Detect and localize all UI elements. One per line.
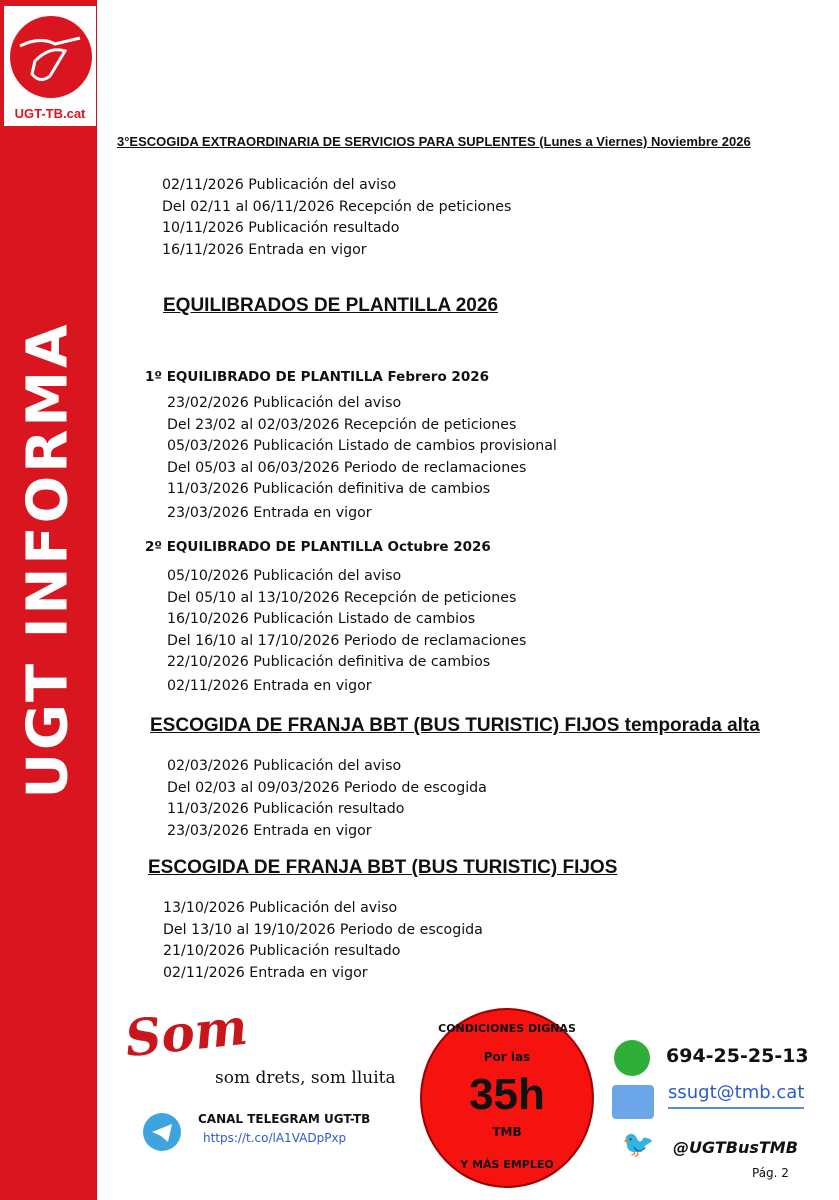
list-item: 02/03/2026 Publicación del aviso [167, 758, 402, 774]
list-item: 10/11/2026 Publicación resultado [162, 220, 400, 236]
list-item: Del 13/10 al 19/10/2026 Periodo de escogida [163, 921, 483, 938]
list-item: 16/11/2026 Entrada en vigor [162, 241, 367, 258]
list-item: 13/10/2026 Publicación del aviso [163, 900, 398, 916]
list-item: 05/10/2026 Publicación del aviso [167, 568, 402, 584]
som-logo: Som [122, 996, 251, 1069]
ugt-logo [3, 5, 97, 127]
list-item: Del 16/10 al 17/10/2026 Periodo de reclamaciones [167, 632, 527, 649]
whatsapp-icon [614, 1040, 650, 1076]
badge-tmb: TMB [492, 1125, 522, 1139]
section3-list [167, 756, 487, 842]
list-item: 02/11/2026 Entrada en vigor [163, 964, 368, 981]
telegram-label: CANAL TELEGRAM UGT-TB [198, 1112, 371, 1126]
list-item: 05/03/2026 Publicación Listado de cambios provisional [167, 438, 557, 454]
list-item: 22/10/2026 Publicación definitiva de cambios [167, 654, 491, 670]
section4-list [163, 898, 483, 984]
35h-badge [420, 1008, 594, 1188]
list-item: 23/03/2026 Entrada en vigor [167, 822, 372, 839]
subsection1-list [167, 393, 557, 524]
list-item: Del 23/02 al 02/03/2026 Recepción de peticiones [167, 416, 517, 433]
section-title: ESCOGIDA DE FRANJA BBT (BUS TURISTIC) FIJOS temporada alta [150, 715, 760, 736]
sidebar-banner [0, 0, 97, 1200]
email-link[interactable]: ssugt@tmb.cat [668, 1082, 804, 1109]
list-item: 23/03/2026 Entrada en vigor [167, 504, 372, 521]
list-item: 11/03/2026 Publicación definitiva de cambios [167, 481, 491, 497]
subsection-title: 1º EQUILIBRADO DE PLANTILLA Febrero 2026 [145, 369, 489, 385]
list-item: Del 05/03 al 06/03/2026 Periodo de reclamaciones [167, 459, 527, 476]
telegram-icon [143, 1113, 181, 1151]
section-title: EQUILIBRADOS DE PLANTILLA 2026 [163, 295, 499, 316]
page-number: Pág. 2 [752, 1166, 789, 1180]
badge-hours: 35h [469, 1070, 545, 1119]
list-item: Del 05/10 al 13/10/2026 Recepción de peticiones [167, 589, 517, 606]
logo-text: UGT-TB.cat [14, 106, 86, 121]
list-item: 02/11/2026 Entrada en vigor [167, 677, 372, 694]
list-item: 11/03/2026 Publicación resultado [167, 801, 405, 817]
subsection-title: 2º EQUILIBRADO DE PLANTILLA Octubre 2026 [145, 539, 491, 555]
badge-por: Por las [483, 1050, 531, 1064]
badge-bottom: Y MÁS EMPLEO [460, 1158, 554, 1171]
section1-list [162, 175, 511, 261]
phone-number: 694-25-25-13 [666, 1045, 809, 1067]
telegram-link[interactable]: https://t.co/lA1VADpPxp [203, 1131, 347, 1145]
list-item: 21/10/2026 Publicación resultado [163, 943, 401, 959]
email-icon [612, 1085, 654, 1119]
badge-top: CONDICIONES DIGNAS [438, 1022, 576, 1035]
list-item: Del 02/03 al 09/03/2026 Periodo de escogida [167, 779, 487, 796]
subsection2-list [167, 566, 526, 697]
twitter-handle: @UGTBusTMB [673, 1138, 798, 1157]
handshake-icon [10, 16, 92, 98]
section-title: ESCOGIDA DE FRANJA BBT (BUS TURISTIC) FIJOS [148, 857, 618, 878]
sidebar-title: UGT INFORMA [15, 321, 81, 799]
list-item: 23/02/2026 Publicación del aviso [167, 395, 402, 411]
list-item: 16/10/2026 Publicación Listado de cambios [167, 611, 476, 627]
section-title: 3°ESCOGIDA EXTRAORDINARIA DE SERVICIOS PARA SUPLENTES (Lunes a Viernes) Noviembre 2026 [117, 134, 751, 149]
slogan: som drets, som lluita [215, 1068, 396, 1088]
list-item: 02/11/2026 Publicación del aviso [162, 177, 397, 193]
list-item: Del 02/11 al 06/11/2026 Recepción de peticiones [162, 198, 512, 215]
twitter-icon: 🐦 [622, 1130, 655, 1160]
